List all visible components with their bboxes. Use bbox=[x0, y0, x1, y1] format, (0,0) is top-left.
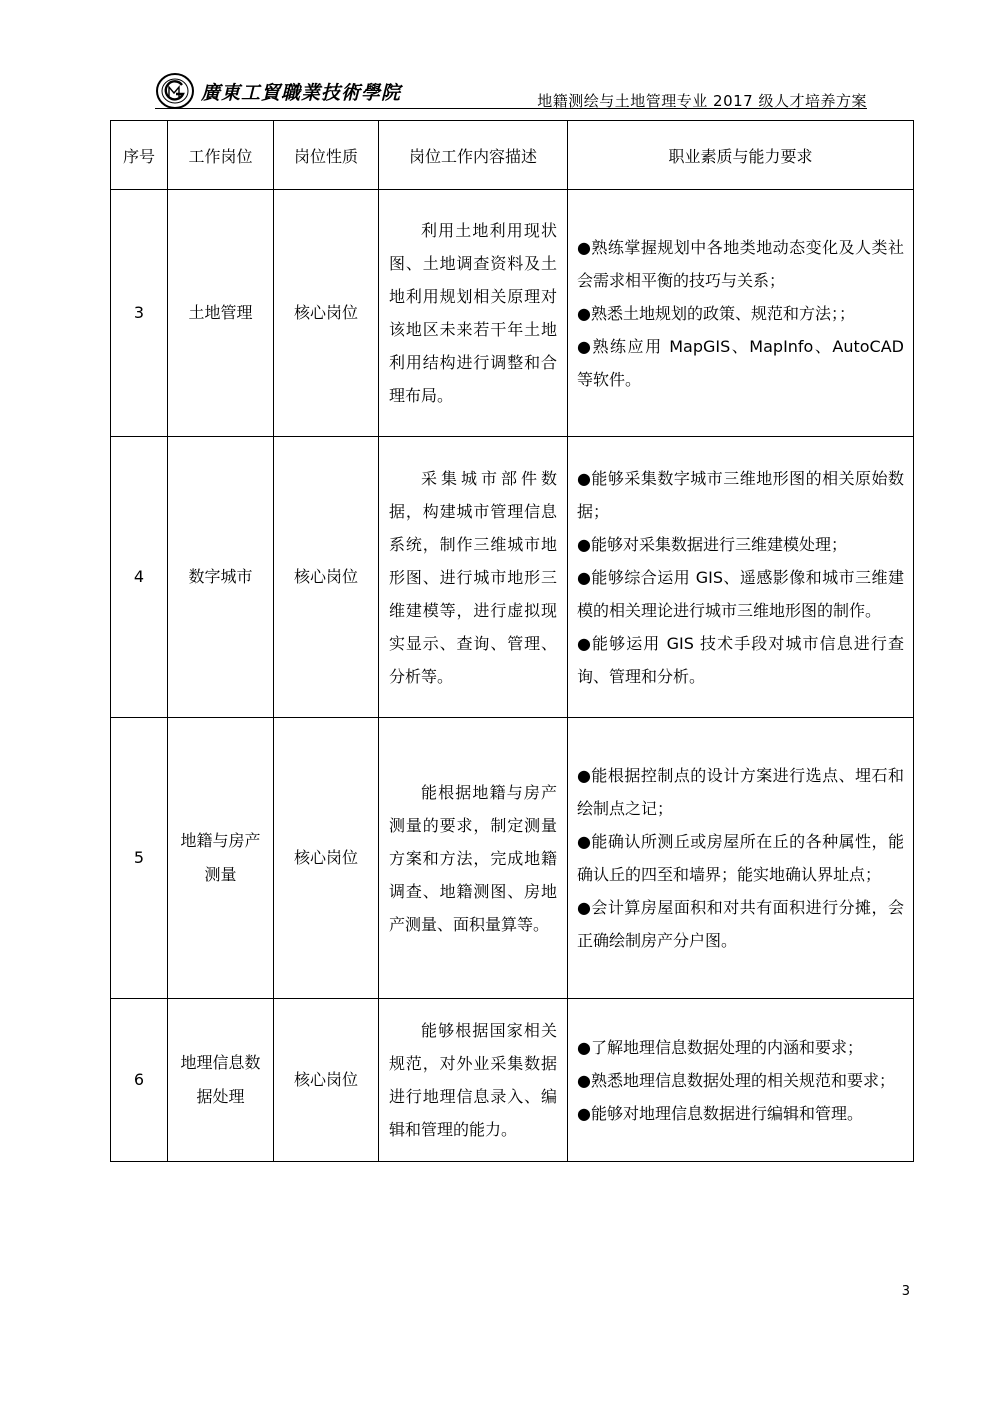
job-description-cell bbox=[379, 999, 568, 1162]
job-description: 能够根据国家相关规范，对外业采集数据进行地理信息录入、编辑和管理的能力。 bbox=[389, 1021, 557, 1139]
school-name: 廣東工貿職業技術學院 bbox=[201, 82, 402, 104]
column-header-position: 工作岗位 bbox=[168, 121, 274, 190]
column-header-number: 序号 bbox=[111, 121, 168, 190]
job-position: 地理信息数据处理 bbox=[168, 999, 274, 1162]
requirement-item: ●能够对采集数据进行三维建模处理； bbox=[577, 534, 847, 554]
job-description-cell bbox=[379, 718, 568, 999]
requirements-cell bbox=[568, 999, 914, 1162]
requirement-item: ●能够对地理信息数据进行编辑和管理。 bbox=[577, 1103, 863, 1123]
position-nature: 核心岗位 bbox=[274, 718, 379, 999]
job-positions-table bbox=[110, 120, 914, 1162]
requirement-item: ●会计算房屋面积和对共有面积进行分摊，会正确绘制房产分户图。 bbox=[577, 898, 904, 950]
requirement-item: ●熟悉土地规划的政策、规范和方法；； bbox=[577, 303, 855, 323]
job-description-cell bbox=[379, 190, 568, 437]
requirement-item: ●能够综合运用 GIS、遥感影像和城市三维建模的相关理论进行城市三维地形图的制作。 bbox=[577, 567, 904, 620]
column-header-description: 岗位工作内容描述 bbox=[379, 121, 568, 190]
job-description: 采集城市部件数据，构建城市管理信息系统，制作三维城市地形图、进行城市地形三维建模等，进行虚拟现实显示、查询、管理、分析等。 bbox=[389, 468, 557, 686]
requirements-cell bbox=[568, 190, 914, 437]
job-position: 数字城市 bbox=[168, 437, 274, 718]
row-number: 5 bbox=[111, 718, 168, 999]
job-description-cell bbox=[379, 437, 568, 718]
requirement-item: ●能够采集数字城市三维地形图的相关原始数据； bbox=[577, 468, 904, 521]
document-title: 地籍测绘与土地管理专业 2017 级人才培养方案 bbox=[537, 92, 867, 110]
table-row bbox=[111, 999, 914, 1162]
requirement-item: ●能够运用 GIS 技术手段对城市信息进行查询、管理和分析。 bbox=[577, 633, 904, 686]
job-description: 利用土地利用现状图、土地调查资料及土地利用规划相关原理对该地区未来若干年土地利用结构进行调整和合理布局。 bbox=[389, 221, 557, 405]
position-nature: 核心岗位 bbox=[274, 190, 379, 437]
column-header-nature: 岗位性质 bbox=[274, 121, 379, 190]
job-description: 能根据地籍与房产测量的要求，制定测量方案和方法，完成地籍调查、地籍测图、房地产测量、面积量算等。 bbox=[389, 782, 557, 934]
requirements-cell bbox=[568, 437, 914, 718]
job-position: 地籍与房产测量 bbox=[168, 718, 274, 999]
requirement-item: ●了解地理信息数据处理的内涵和要求； bbox=[577, 1037, 863, 1057]
table-header-row bbox=[111, 121, 914, 190]
column-header-requirements: 职业素质与能力要求 bbox=[568, 121, 914, 190]
requirement-item: ●熟练掌握规划中各地类地动态变化及人类社会需求相平衡的技巧与关系； bbox=[577, 237, 904, 290]
row-number: 3 bbox=[111, 190, 168, 437]
position-nature: 核心岗位 bbox=[274, 437, 379, 718]
requirement-item: ●能确认所测丘或房屋所在丘的各种属性，能确认丘的四至和墙界；能实地确认界址点； bbox=[577, 832, 904, 884]
requirements-cell bbox=[568, 718, 914, 999]
job-position: 土地管理 bbox=[168, 190, 274, 437]
school-logo-icon bbox=[155, 72, 195, 110]
requirement-item: ●熟悉地理信息数据处理的相关规范和要求； bbox=[577, 1070, 895, 1090]
requirement-item: ●能根据控制点的设计方案进行选点、埋石和绘制点之记； bbox=[577, 766, 904, 818]
table-row bbox=[111, 190, 914, 437]
table-row bbox=[111, 718, 914, 999]
header-divider bbox=[155, 108, 867, 109]
page-number: 3 bbox=[901, 1284, 910, 1299]
position-nature: 核心岗位 bbox=[274, 999, 379, 1162]
table-row bbox=[111, 437, 914, 718]
requirement-item: ●熟练应用 MapGIS、MapInfo、AutoCAD 等软件。 bbox=[577, 336, 904, 389]
page-header bbox=[155, 70, 867, 110]
row-number: 6 bbox=[111, 999, 168, 1162]
row-number: 4 bbox=[111, 437, 168, 718]
